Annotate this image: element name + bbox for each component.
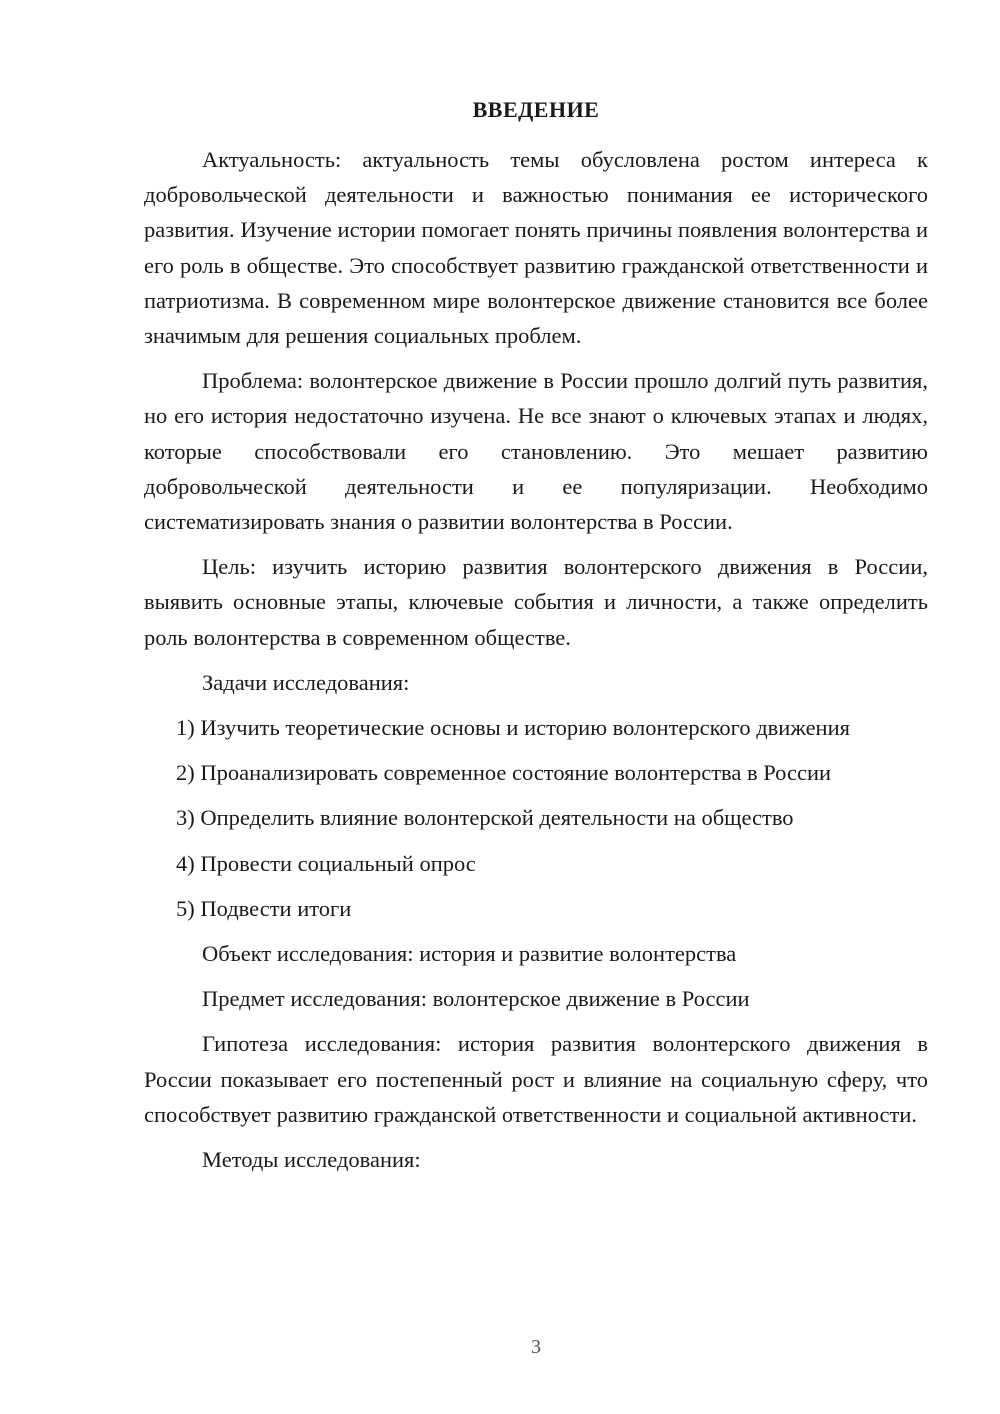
goal-paragraph: Цель: изучить историю развития волонтерского движения в России, выявить основные этапы, ключевые события и личности, а также определить роль волонтерства в современном обществе. [144, 554, 928, 650]
page-number: 3 [531, 1336, 541, 1358]
task-item: 5) Подвести итоги [176, 895, 352, 921]
hypothesis-paragraph: Гипотеза исследования: история развития волонтерского движения в России показывает его постепенный рост и влияние на социальную сферу, что способствует развитию гражданской ответственности и социальной активности. [144, 1031, 928, 1127]
page-title: ВВЕДЕНИЕ [472, 97, 600, 122]
tasks-heading: Задачи исследования: [202, 669, 410, 695]
task-item: 4) Провести социальный опрос [176, 850, 476, 876]
task-item: 3) Определить влияние волонтерской деятельности на общество [176, 805, 794, 831]
task-item: 2) Проанализировать современное состояние волонтерства в России [176, 760, 832, 786]
subject-line: Предмет исследования: волонтерское движение в России [202, 986, 750, 1012]
page-body [144, 142, 928, 1187]
problem-paragraph: Проблема: волонтерское движение в России прошло долгий путь развития, но его история недостаточно изучена. Не все знают о ключевых этапах и людях, которые способствовали его становлению. Это мешает развитию добровольческой деятельности и ее популяризации. Необходимо систематизировать знания о развитии волонтерства в России. [144, 368, 928, 535]
relevance-paragraph: Актуальность: актуальность темы обусловлена ростом интереса к добровольческой деятельности и важностью понимания ее исторического развития. Изучение истории помогает понять причины появления волонтерства и его роль в обществе. Это способствует развитию гражданской ответственности и патриотизма. В современном мире волонтерское движение становится все более значимым для решения социальных проблем. [144, 147, 928, 349]
task-item: 1) Изучить теоретические основы и историю волонтерского движения [176, 715, 850, 741]
tasks-list [144, 710, 928, 926]
object-line: Объект исследования: история и развитие волонтерства [202, 941, 737, 967]
methods-heading: Методы исследования: [202, 1147, 421, 1173]
